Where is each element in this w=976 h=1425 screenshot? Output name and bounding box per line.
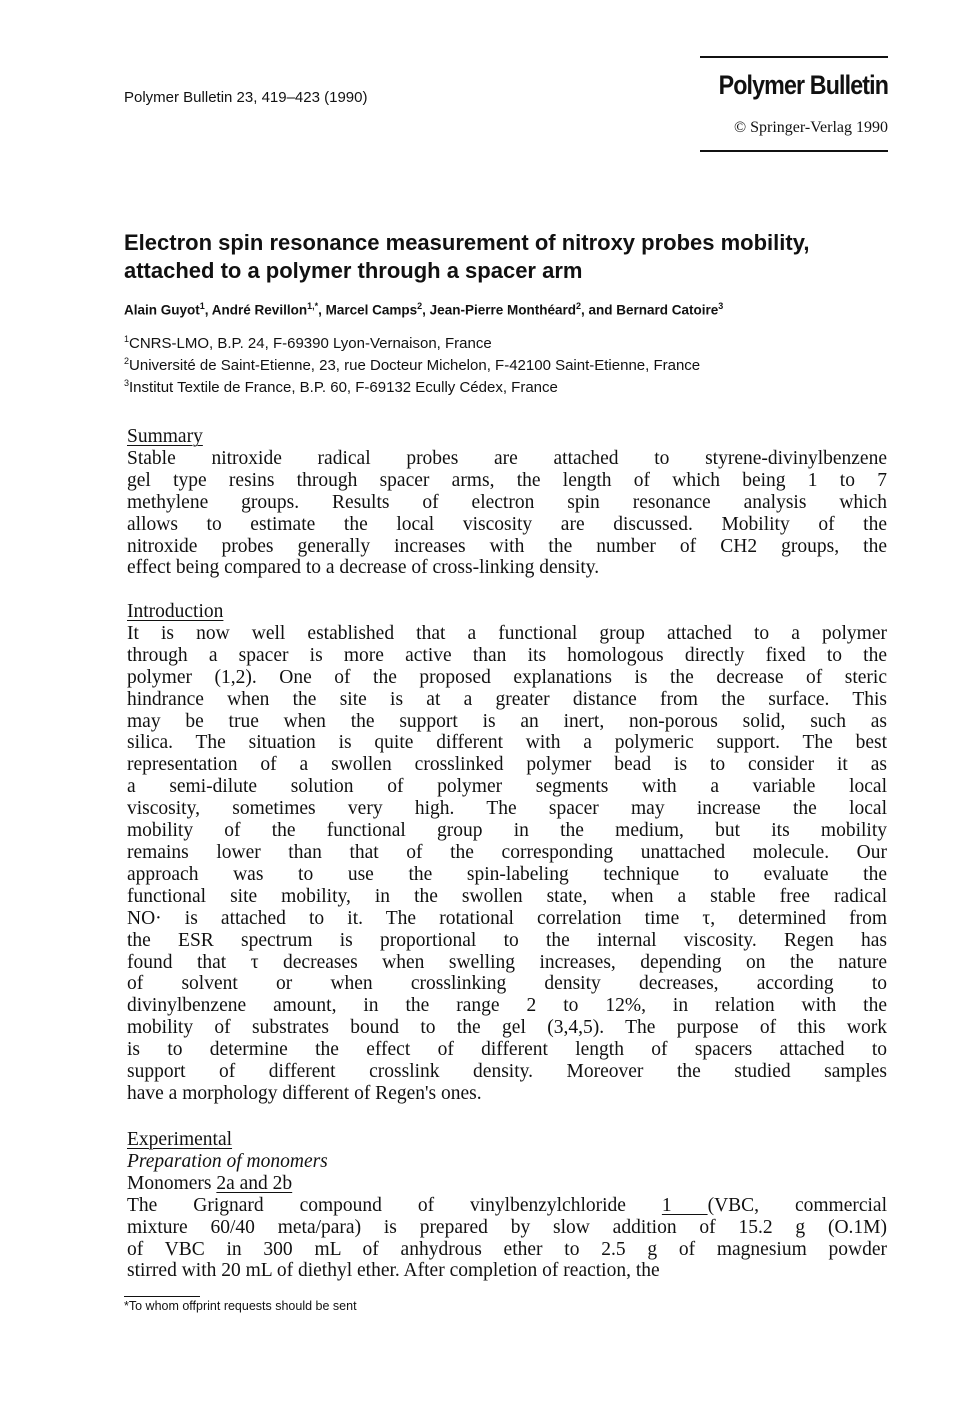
text-line: the ESR spectrum is proportional to the internal viscosity. Regen has <box>127 929 887 951</box>
text-line: support of different crosslink density. Moreover the studied samples <box>127 1061 887 1083</box>
text-line: gel type resins through spacer arms, the length of which being 1 to 7 <box>127 469 887 491</box>
experimental-text <box>127 1217 887 1283</box>
text-line: nitroxide probes generally increases with the number of CH2 groups, the <box>127 535 887 557</box>
section-heading-introduction: Introduction <box>127 601 224 622</box>
author-name: Bernard Catoire <box>616 302 719 318</box>
text-line: silica. The situation is quite different with a polymeric support. The best <box>127 732 887 754</box>
author-name: Alain Guyot <box>124 302 200 318</box>
text-line: Stable nitroxide radical probes are attached to styrene-divinylbenzene <box>127 447 887 469</box>
citation: Polymer Bulletin 23, 419–423 (1990) <box>124 89 368 106</box>
author-list <box>124 301 914 318</box>
section-heading-summary: Summary <box>127 426 203 447</box>
journal-masthead <box>700 56 888 152</box>
author-separator: , and <box>580 302 617 318</box>
text-line: may be true when the support is an inert, non-porous solid, such as <box>127 710 887 732</box>
publisher-line: © Springer-Verlag 1990 <box>733 119 888 136</box>
text-line: viscosity, sometimes very high. The spacer may increase the local <box>127 798 887 820</box>
affiliation-number: 1 <box>124 334 130 344</box>
text-line: divinylbenzene amount, in the range 2 to 12%, in relation with the <box>127 995 887 1017</box>
monomers-line <box>127 1173 887 1195</box>
text-line: hindrance when the site is at a greater distance from the surface. This <box>127 688 887 710</box>
text-line: of VBC in 300 mL of anhydrous ether to 2.5 g of magnesium powder <box>127 1238 887 1260</box>
journal-name: Polymer Bulletin <box>718 70 888 100</box>
author-name: André Revillon <box>211 302 308 318</box>
text-line: polymer (1,2). One of the proposed explanations is the decrease of steric <box>127 666 887 688</box>
author-affiliation-mark: 1,* <box>307 301 319 311</box>
text-line: approach was to use the spin-labeling technique to evaluate the <box>127 863 887 885</box>
affiliation <box>124 378 558 396</box>
author-name: Jean-Pierre Monthéard <box>429 302 576 318</box>
introduction-text <box>127 623 887 1105</box>
footnote: *To whom offprint requests should be sent <box>124 1299 357 1313</box>
title-line-2: attached to a polymer through a spacer arm <box>124 258 583 283</box>
affiliation <box>124 356 700 374</box>
text-fragment: (VBC, commercial <box>707 1194 888 1216</box>
text-line: of solvent or when crosslinking density decreases, according to <box>127 973 887 995</box>
text-line: functional site mobility, in the swollen state, when a stable free radical <box>127 885 887 907</box>
subsection-heading: Preparation of monomers <box>127 1150 328 1172</box>
author-affiliation-mark: 3 <box>718 301 724 311</box>
text-line: have a morphology different of Regen's ones. <box>127 1082 482 1104</box>
text-line: NO· is attached to it. The rotational correlation time τ, determined from <box>127 907 887 929</box>
text-line: stirred with 20 mL of diethyl ether. After completion of reaction, the <box>127 1260 660 1282</box>
text-line: representation of a swollen crosslinked polymer bead is to consider it as <box>127 754 887 776</box>
compound-reference: 1 <box>661 1194 708 1216</box>
author-name: Marcel Camps <box>325 302 418 318</box>
affiliation-text: Institut Textile de France, B.P. 60, F-69132 Ecully Cédex, France <box>129 379 558 396</box>
author-separator: , <box>422 302 430 318</box>
summary-section <box>127 426 887 579</box>
text-line: through a spacer is more active than its homologous directly fixed to the <box>127 644 887 666</box>
author-separator: , <box>318 302 326 318</box>
affiliation-number: 3 <box>124 378 130 388</box>
author-affiliation-mark: 1 <box>199 301 205 311</box>
introduction-section <box>127 601 887 1105</box>
text-line: mixture 60/40 meta/para) is prepared by slow addition of 15.2 g (O.1M) <box>127 1216 887 1238</box>
experimental-section <box>127 1129 887 1282</box>
footnote-divider <box>124 1296 200 1297</box>
affiliation-number: 2 <box>124 356 130 366</box>
text-line: allows to estimate the local viscosity are discussed. Mobility of the <box>127 513 887 535</box>
experimental-first-line <box>127 1195 887 1217</box>
affiliation-text: CNRS-LMO, B.P. 24, F-69390 Lyon-Vernaison, France <box>129 335 492 352</box>
author-affiliation-mark: 2 <box>575 301 581 311</box>
affiliation <box>124 334 492 352</box>
author-affiliation-mark: 2 <box>417 301 423 311</box>
author-separator: , <box>204 302 212 318</box>
text-line: a semi-dilute solution of polymer segments with a variable local <box>127 776 887 798</box>
text-line: found that τ decreases when swelling increases, depending on the nature <box>127 951 887 973</box>
affiliation-text: Université de Saint-Etienne, 23, rue Docteur Michelon, F-42100 Saint-Etienne, France <box>129 357 701 374</box>
text-line: methylene groups. Results of electron spin resonance analysis which <box>127 491 887 513</box>
article-title <box>124 229 904 285</box>
title-line-1: Electron spin resonance measurement of nitroxy probes mobility, <box>124 230 810 255</box>
text-fragment: The Grignard compound of vinylbenzylchloride <box>127 1194 662 1216</box>
text-line: mobility of the functional group in the medium, but its mobility <box>127 820 887 842</box>
text-line: mobility of substrates bound to the gel (3,4,5). The purpose of this work <box>127 1017 887 1039</box>
text-line: It is now well established that a functional group attached to a polymer <box>127 622 887 644</box>
monomers-reference: 2a and 2b <box>216 1172 293 1194</box>
text-line: effect being compared to a decrease of cross-linking density. <box>127 557 600 579</box>
monomers-prefix: Monomers <box>127 1172 217 1194</box>
text-line: remains lower than that of the corresponding unattached molecule. Our <box>127 841 887 863</box>
text-line: is to determine the effect of different length of spacers attached to <box>127 1039 887 1061</box>
section-heading-experimental: Experimental <box>127 1129 233 1150</box>
summary-text <box>127 448 887 579</box>
